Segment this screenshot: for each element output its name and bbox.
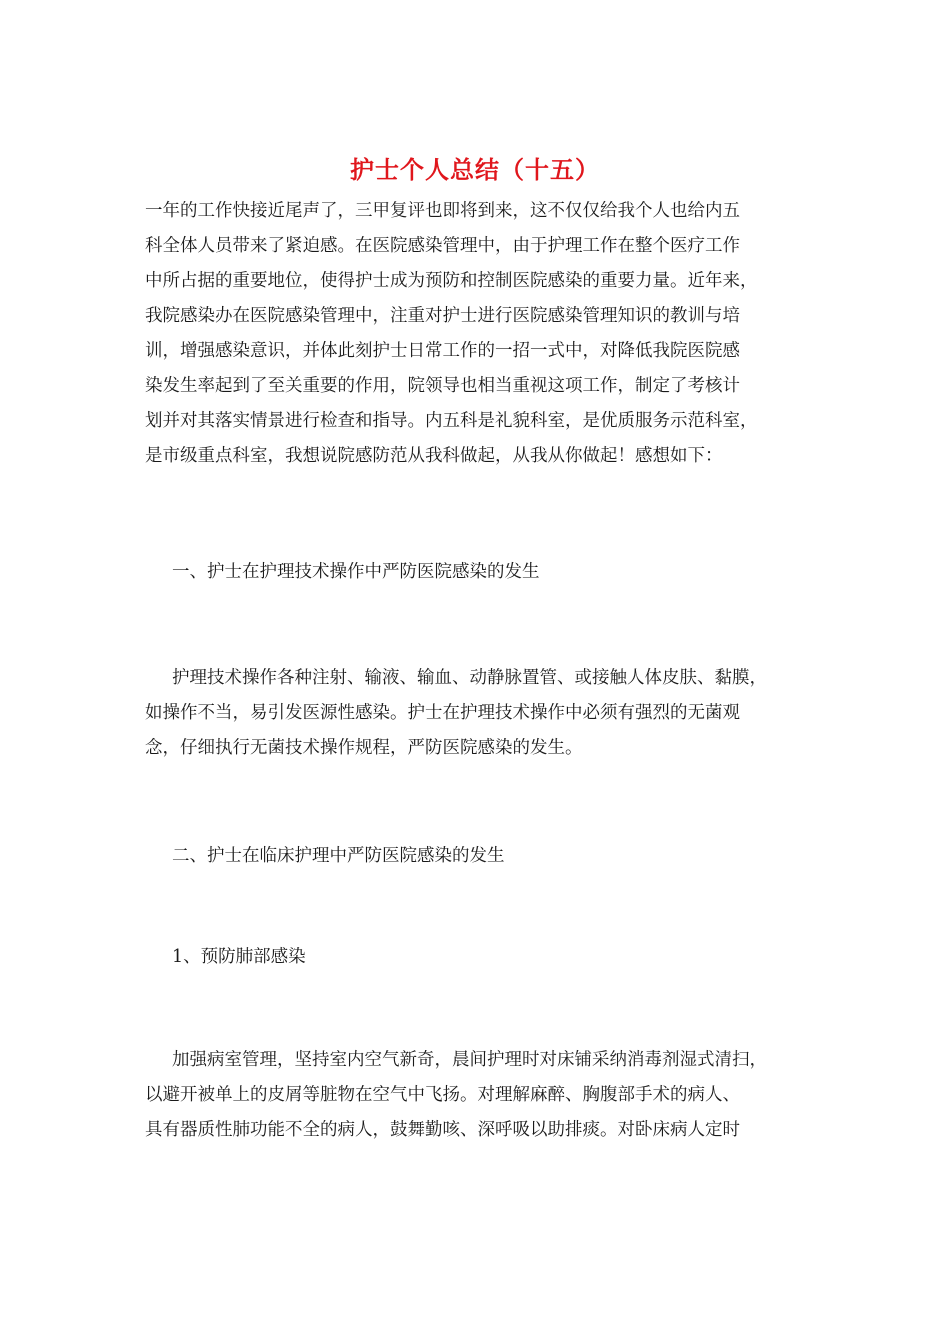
intro-line: 染发生率起到了至关重要的作用，院领导也相当重视这项工作，制定了考核计	[145, 376, 740, 396]
paragraph-2-line: 具有器质性肺功能不全的病人，鼓舞勤咳、深呼吸以助排痰。对卧床病人定时	[145, 1120, 740, 1140]
paragraph-1-line: 护理技术操作各种注射、输液、输血、动静脉置管、或接触人体皮肤、黏膜，	[172, 668, 767, 688]
paragraph-2-line: 加强病室管理，坚持室内空气新奇，晨间护理时对床铺采纳消毒剂湿式清扫，	[172, 1050, 767, 1070]
intro-line: 我院感染办在医院感染管理中，注重对护士进行医院感染管理知识的教训与培	[145, 306, 740, 326]
section-heading-2: 二、护士在临床护理中严防医院感染的发生	[172, 846, 505, 866]
paragraph-2-line: 以避开被单上的皮屑等脏物在空气中飞扬。对理解麻醉、胸腹部手术的病人、	[145, 1085, 740, 1105]
paragraph-1-line: 如操作不当，易引发医源性感染。护士在护理技术操作中必须有强烈的无菌观	[145, 703, 740, 723]
intro-line: 一年的工作快接近尾声了，三甲复评也即将到来，这不仅仅给我个人也给内五	[145, 201, 740, 221]
intro-line: 科全体人员带来了紧迫感。在医院感染管理中，由于护理工作在整个医疗工作	[145, 236, 740, 256]
section-heading-1: 一、护士在护理技术操作中严防医院感染的发生	[172, 562, 540, 582]
intro-line: 是市级重点科室，我想说院感防范从我科做起，从我从你做起！感想如下：	[145, 446, 723, 466]
intro-line: 训，增强感染意识，并体此刻护士日常工作的一招一式中，对降低我院医院感	[145, 341, 740, 361]
document-title: 护士个人总结（十五）	[350, 155, 600, 184]
intro-line: 划并对其落实情景进行检查和指导。内五科是礼貌科室，是优质服务示范科室，	[145, 411, 758, 431]
paragraph-1-line: 念，仔细执行无菌技术操作规程，严防医院感染的发生。	[145, 738, 583, 758]
subheading-1: 1、预防肺部感染	[172, 947, 306, 967]
intro-line: 中所占据的重要地位，使得护士成为预防和控制医院感染的重要力量。近年来，	[145, 271, 758, 291]
